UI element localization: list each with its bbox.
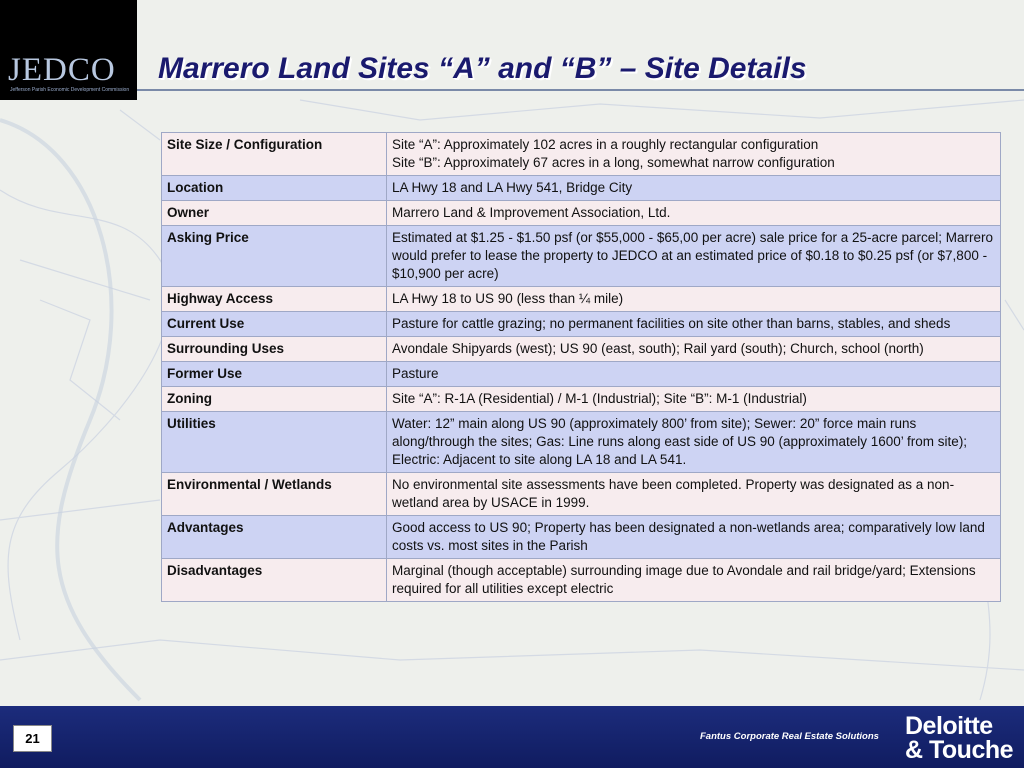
row-value-line: Good access to US 90; Property has been designated a non-wetlands area; comparatively low land costs vs. most sites in the Parish bbox=[392, 520, 985, 553]
row-value-line: No environmental site assessments have been completed. Property was designated as a non-wetland area by USACE in 1999. bbox=[392, 477, 955, 510]
page-number: 21 bbox=[13, 725, 52, 752]
table-row bbox=[162, 201, 1001, 226]
row-value bbox=[387, 473, 1001, 516]
row-value-line: LA Hwy 18 to US 90 (less than ¼ mile) bbox=[392, 291, 624, 306]
row-value bbox=[387, 412, 1001, 473]
table-row bbox=[162, 176, 1001, 201]
row-value-line: Site “B”: Approximately 67 acres in a long, somewhat narrow configuration bbox=[392, 155, 835, 170]
table-row bbox=[162, 387, 1001, 412]
site-details-table bbox=[161, 132, 1001, 602]
row-value bbox=[387, 559, 1001, 602]
row-label: Utilities bbox=[162, 412, 387, 473]
deloitte-logo-line1: Deloitte bbox=[905, 712, 993, 740]
row-value-line: Water: 12” main along US 90 (approximately 800’ from site); Sewer: 20” force main runs along/through the sites; Gas: Line runs along east side of US 90 (approximately 1600’ from site); Electric: Adjacent to site along LA 18 and LA 541. bbox=[392, 416, 968, 467]
row-label: Site Size / Configuration bbox=[162, 133, 387, 176]
row-label: Advantages bbox=[162, 516, 387, 559]
row-value-line: LA Hwy 18 and LA Hwy 541, Bridge City bbox=[392, 180, 633, 195]
table-row bbox=[162, 226, 1001, 287]
table-row bbox=[162, 516, 1001, 559]
table-row bbox=[162, 412, 1001, 473]
row-value-line: Estimated at $1.25 - $1.50 psf (or $55,000 - $65,00 per acre) sale price for a 25-acre parcel; Marrero would prefer to lease the property to JEDCO at an estimated price of $0.18 to $0.25 psf (or $7,800 - $10,900 per acre) bbox=[392, 230, 994, 281]
row-label: Surrounding Uses bbox=[162, 337, 387, 362]
deloitte-logo-line2: & Touche bbox=[905, 736, 1014, 764]
row-value-line: Site “A”: Approximately 102 acres in a roughly rectangular configuration bbox=[392, 137, 819, 152]
row-label: Zoning bbox=[162, 387, 387, 412]
table-row bbox=[162, 473, 1001, 516]
row-value-line: Pasture for cattle grazing; no permanent facilities on site other than barns, stables, and sheds bbox=[392, 316, 951, 331]
row-label: Current Use bbox=[162, 312, 387, 337]
row-value bbox=[387, 201, 1001, 226]
row-value bbox=[387, 287, 1001, 312]
title-divider bbox=[137, 89, 1024, 91]
row-value-line: Marrero Land & Improvement Association, Ltd. bbox=[392, 205, 671, 220]
row-label: Disadvantages bbox=[162, 559, 387, 602]
row-label: Location bbox=[162, 176, 387, 201]
row-value bbox=[387, 176, 1001, 201]
row-value-line: Site “A”: R-1A (Residential) / M-1 (Industrial); Site “B”: M-1 (Industrial) bbox=[392, 391, 807, 406]
row-value bbox=[387, 133, 1001, 176]
row-value bbox=[387, 226, 1001, 287]
row-label: Asking Price bbox=[162, 226, 387, 287]
jedco-logo-subtext: Jefferson Parish Economic Development Commission bbox=[10, 87, 130, 93]
row-value bbox=[387, 516, 1001, 559]
table-row bbox=[162, 362, 1001, 387]
table-row bbox=[162, 287, 1001, 312]
row-value bbox=[387, 362, 1001, 387]
row-value bbox=[387, 312, 1001, 337]
row-value bbox=[387, 387, 1001, 412]
table-row bbox=[162, 337, 1001, 362]
row-label: Owner bbox=[162, 201, 387, 226]
row-value-line: Marginal (though acceptable) surrounding image due to Avondale and rail bridge/yard; Extensions required for all utilities except electric bbox=[392, 563, 976, 596]
table-row bbox=[162, 559, 1001, 602]
page-title: Marrero Land Sites “A” and “B” – Site Details bbox=[158, 52, 807, 85]
fantus-tagline: Fantus Corporate Real Estate Solutions bbox=[700, 731, 879, 742]
row-value bbox=[387, 337, 1001, 362]
row-label: Environmental / Wetlands bbox=[162, 473, 387, 516]
table-row bbox=[162, 312, 1001, 337]
row-value-line: Avondale Shipyards (west); US 90 (east, south); Rail yard (south); Church, school (north) bbox=[392, 341, 924, 356]
row-label: Highway Access bbox=[162, 287, 387, 312]
row-value-line: Pasture bbox=[392, 366, 439, 381]
row-label: Former Use bbox=[162, 362, 387, 387]
table-row bbox=[162, 133, 1001, 176]
jedco-logo: JEDCO bbox=[8, 52, 116, 88]
